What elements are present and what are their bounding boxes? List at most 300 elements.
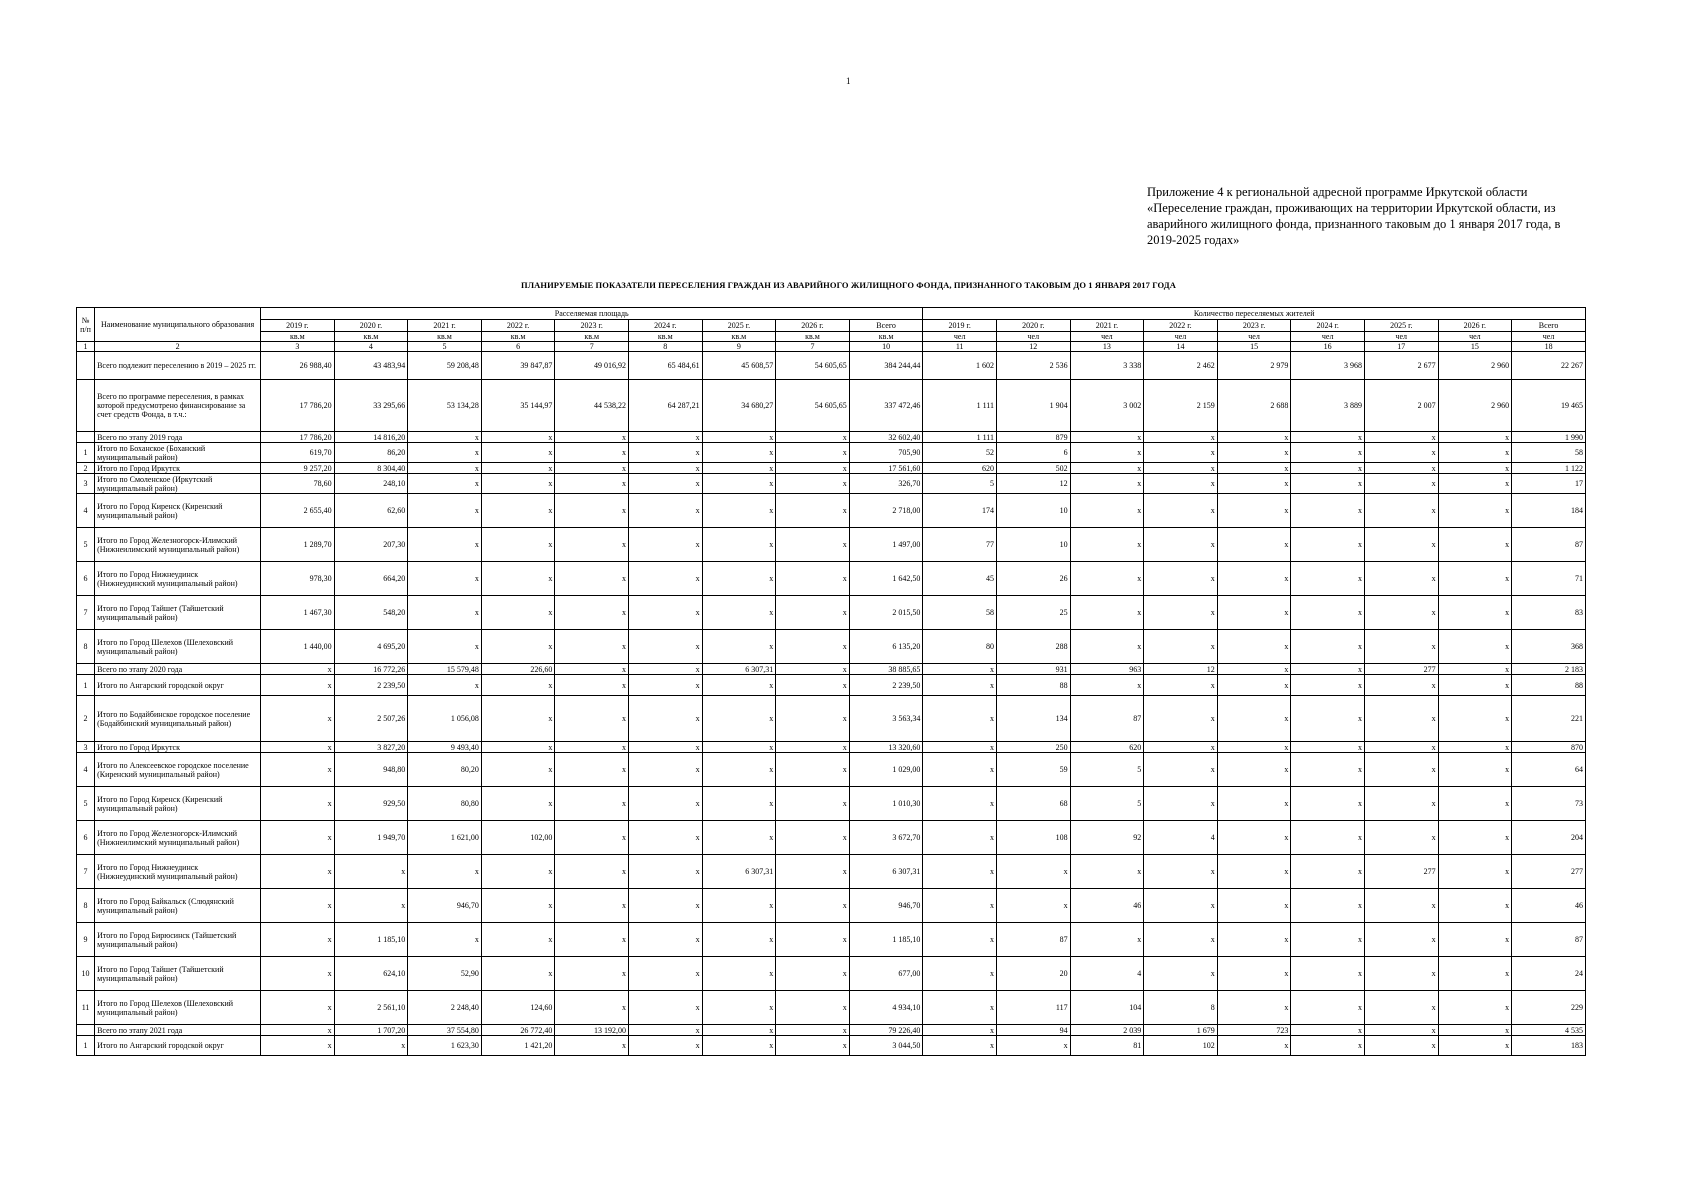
- value-cell: x: [629, 443, 703, 463]
- value-cell: 326,70: [849, 474, 923, 494]
- value-cell: x: [1291, 562, 1365, 596]
- value-cell: 277: [1364, 855, 1438, 889]
- value-cell: x: [629, 432, 703, 443]
- value-cell: x: [702, 821, 776, 855]
- value-cell: x: [923, 889, 997, 923]
- value-cell: x: [1217, 1036, 1291, 1056]
- value-cell: x: [1070, 562, 1144, 596]
- value-cell: x: [1291, 494, 1365, 528]
- value-cell: x: [1291, 664, 1365, 675]
- value-cell: x: [997, 889, 1071, 923]
- column-number: 12: [997, 342, 1071, 352]
- value-cell: x: [1217, 664, 1291, 675]
- year-header: 2020 г.: [334, 320, 408, 332]
- value-cell: 134: [997, 696, 1071, 742]
- value-cell: 71: [1512, 562, 1586, 596]
- value-cell: x: [1144, 432, 1218, 443]
- value-cell: x: [776, 991, 850, 1025]
- value-cell: x: [408, 855, 482, 889]
- value-cell: 15 579,48: [408, 664, 482, 675]
- value-cell: 9 257,20: [261, 463, 335, 474]
- value-cell: x: [1364, 494, 1438, 528]
- value-cell: x: [1291, 432, 1365, 443]
- value-cell: x: [702, 696, 776, 742]
- row-number: [77, 664, 95, 675]
- row-number: 1: [77, 1036, 95, 1056]
- value-cell: x: [555, 696, 629, 742]
- value-cell: x: [1438, 1025, 1512, 1036]
- value-cell: x: [555, 923, 629, 957]
- value-cell: 1 467,30: [261, 596, 335, 630]
- value-cell: 2 677: [1364, 352, 1438, 380]
- table-row: [77, 463, 1586, 474]
- value-cell: 8 304,40: [334, 463, 408, 474]
- value-cell: x: [408, 596, 482, 630]
- value-cell: x: [776, 463, 850, 474]
- value-cell: x: [923, 696, 997, 742]
- value-cell: x: [555, 630, 629, 664]
- column-number: 7: [555, 342, 629, 352]
- value-cell: 16 772,26: [334, 664, 408, 675]
- year-header: 2026 г.: [1438, 320, 1512, 332]
- row-number: 7: [77, 855, 95, 889]
- value-cell: 4 535: [1512, 1025, 1586, 1036]
- value-cell: x: [261, 821, 335, 855]
- value-cell: 92: [1070, 821, 1144, 855]
- value-cell: 88: [997, 675, 1071, 696]
- value-cell: x: [1070, 923, 1144, 957]
- table-row: [77, 664, 1586, 675]
- value-cell: x: [629, 753, 703, 787]
- value-cell: x: [776, 923, 850, 957]
- column-number: 7: [776, 342, 850, 352]
- value-cell: x: [555, 432, 629, 443]
- column-number-row: [77, 342, 1586, 352]
- column-number: 5: [408, 342, 482, 352]
- value-cell: x: [629, 991, 703, 1025]
- value-cell: x: [1364, 630, 1438, 664]
- value-cell: 183: [1512, 1036, 1586, 1056]
- unit-header: чел: [1217, 332, 1291, 342]
- value-cell: 73: [1512, 787, 1586, 821]
- value-cell: x: [629, 562, 703, 596]
- municipality-name: Итого по Ангарский городской округ: [95, 1036, 261, 1056]
- municipality-name: Всего подлежит переселению в 2019 – 2025 гг.: [95, 352, 261, 380]
- table-row: [77, 957, 1586, 991]
- value-cell: x: [555, 787, 629, 821]
- year-header: 2019 г.: [923, 320, 997, 332]
- value-cell: x: [481, 957, 555, 991]
- value-cell: x: [1364, 923, 1438, 957]
- row-number: 9: [77, 923, 95, 957]
- value-cell: 1 185,10: [334, 923, 408, 957]
- value-cell: x: [481, 494, 555, 528]
- area-group-header: Расселяемая площадь: [261, 308, 923, 320]
- column-number: 13: [1070, 342, 1144, 352]
- value-cell: x: [1438, 753, 1512, 787]
- value-cell: x: [776, 821, 850, 855]
- value-cell: x: [1217, 957, 1291, 991]
- value-cell: 14 816,20: [334, 432, 408, 443]
- value-cell: x: [1217, 923, 1291, 957]
- value-cell: 25: [997, 596, 1071, 630]
- value-cell: x: [629, 528, 703, 562]
- value-cell: 1 904: [997, 380, 1071, 432]
- row-number: 4: [77, 494, 95, 528]
- table-row: [77, 352, 1586, 380]
- value-cell: 124,60: [481, 991, 555, 1025]
- value-cell: 620: [923, 463, 997, 474]
- value-cell: x: [1217, 630, 1291, 664]
- value-cell: x: [1364, 957, 1438, 991]
- value-cell: x: [776, 787, 850, 821]
- year-header-row: [77, 320, 1586, 332]
- row-number: 1: [77, 675, 95, 696]
- value-cell: 52: [923, 443, 997, 463]
- value-cell: 174: [923, 494, 997, 528]
- value-cell: x: [1438, 494, 1512, 528]
- value-cell: 288: [997, 630, 1071, 664]
- value-cell: 59: [997, 753, 1071, 787]
- value-cell: 1 621,00: [408, 821, 482, 855]
- value-cell: x: [1144, 562, 1218, 596]
- value-cell: 59 208,48: [408, 352, 482, 380]
- value-cell: 948,80: [334, 753, 408, 787]
- annex-note: Приложение 4 к региональной адресной программе Иркутской области «Переселение граждан, проживающих на территории Иркутской области, из аварийного жилищного фонда, признанного таковым до 1 января 2017 года, в 2019-2025 годах»: [1147, 185, 1561, 247]
- row-number: [77, 352, 95, 380]
- value-cell: x: [1364, 787, 1438, 821]
- municipality-name: Итого по Город Киренск (Киренский муниципальный район): [95, 494, 261, 528]
- value-cell: 384 244,44: [849, 352, 923, 380]
- value-cell: x: [702, 432, 776, 443]
- row-number: 3: [77, 474, 95, 494]
- value-cell: x: [702, 1025, 776, 1036]
- year-header: 2024 г.: [1291, 320, 1365, 332]
- value-cell: x: [1438, 787, 1512, 821]
- table-row: [77, 562, 1586, 596]
- value-cell: 229: [1512, 991, 1586, 1025]
- table-row: [77, 742, 1586, 753]
- municipality-name: Итого по Город Киренск (Киренский муниципальный район): [95, 787, 261, 821]
- year-header: 2026 г.: [776, 320, 850, 332]
- value-cell: x: [1291, 463, 1365, 474]
- column-number: 14: [1144, 342, 1218, 352]
- value-cell: 65 484,61: [629, 352, 703, 380]
- value-cell: x: [408, 463, 482, 474]
- value-cell: 80,80: [408, 787, 482, 821]
- value-cell: x: [1291, 1025, 1365, 1036]
- value-cell: 368: [1512, 630, 1586, 664]
- value-cell: 2 688: [1217, 380, 1291, 432]
- value-cell: x: [923, 675, 997, 696]
- value-cell: x: [261, 923, 335, 957]
- value-cell: 13 320,60: [849, 742, 923, 753]
- value-cell: 2 561,10: [334, 991, 408, 1025]
- value-cell: 2 248,40: [408, 991, 482, 1025]
- value-cell: 87: [1070, 696, 1144, 742]
- value-cell: x: [1217, 821, 1291, 855]
- value-cell: x: [702, 957, 776, 991]
- year-header: Всего: [849, 320, 923, 332]
- value-cell: 2 960: [1438, 352, 1512, 380]
- row-number: [77, 432, 95, 443]
- table-row: [77, 443, 1586, 463]
- municipality-name: Итого по Смоленское (Иркутский муниципальный район): [95, 474, 261, 494]
- table-row: [77, 696, 1586, 742]
- value-cell: 1 707,20: [334, 1025, 408, 1036]
- value-cell: x: [1217, 443, 1291, 463]
- value-cell: x: [1438, 432, 1512, 443]
- value-cell: x: [261, 664, 335, 675]
- year-header: 2025 г.: [702, 320, 776, 332]
- value-cell: 677,00: [849, 957, 923, 991]
- value-cell: x: [481, 742, 555, 753]
- year-header: 2023 г.: [1217, 320, 1291, 332]
- value-cell: x: [1070, 432, 1144, 443]
- value-cell: x: [1144, 957, 1218, 991]
- value-cell: x: [408, 432, 482, 443]
- value-cell: x: [1438, 463, 1512, 474]
- value-cell: x: [261, 957, 335, 991]
- value-cell: 54 605,65: [776, 352, 850, 380]
- value-cell: 978,30: [261, 562, 335, 596]
- column-number: 4: [334, 342, 408, 352]
- value-cell: x: [261, 1036, 335, 1056]
- value-cell: x: [776, 528, 850, 562]
- value-cell: 2 239,50: [849, 675, 923, 696]
- value-cell: 80: [923, 630, 997, 664]
- table-row: [77, 596, 1586, 630]
- value-cell: 64 287,21: [629, 380, 703, 432]
- value-cell: x: [1070, 463, 1144, 474]
- value-cell: 79 226,40: [849, 1025, 923, 1036]
- table-row: [77, 494, 1586, 528]
- unit-header: чел: [1291, 332, 1365, 342]
- unit-header: кв.м: [849, 332, 923, 342]
- value-cell: 2 655,40: [261, 494, 335, 528]
- value-cell: x: [555, 528, 629, 562]
- value-cell: x: [1364, 742, 1438, 753]
- value-cell: x: [629, 696, 703, 742]
- year-header: 2025 г.: [1364, 320, 1438, 332]
- value-cell: 52,90: [408, 957, 482, 991]
- value-cell: 53 134,28: [408, 380, 482, 432]
- value-cell: x: [1144, 443, 1218, 463]
- value-cell: x: [1438, 696, 1512, 742]
- value-cell: x: [555, 957, 629, 991]
- value-cell: x: [408, 630, 482, 664]
- value-cell: x: [776, 432, 850, 443]
- value-cell: 1 029,00: [849, 753, 923, 787]
- value-cell: 184: [1512, 494, 1586, 528]
- value-cell: x: [1217, 742, 1291, 753]
- value-cell: 6 307,31: [702, 664, 776, 675]
- value-cell: x: [408, 562, 482, 596]
- value-cell: x: [1438, 991, 1512, 1025]
- value-cell: x: [702, 463, 776, 474]
- value-cell: 2 960: [1438, 380, 1512, 432]
- row-number: 5: [77, 528, 95, 562]
- value-cell: x: [555, 675, 629, 696]
- municipality-name: Итого по Город Нижнеудинск (Нижнеудинский муниципальный район): [95, 562, 261, 596]
- value-cell: 19 465: [1512, 380, 1586, 432]
- value-cell: 2 462: [1144, 352, 1218, 380]
- value-cell: x: [1291, 957, 1365, 991]
- value-cell: x: [629, 463, 703, 474]
- unit-header: чел: [1070, 332, 1144, 342]
- value-cell: 664,20: [334, 562, 408, 596]
- municipality-name: Итого по Город Байкальск (Слюдянский муниципальный район): [95, 889, 261, 923]
- value-cell: 49 016,92: [555, 352, 629, 380]
- value-cell: 1 990: [1512, 432, 1586, 443]
- value-cell: x: [702, 787, 776, 821]
- value-cell: x: [776, 1036, 850, 1056]
- value-cell: 619,70: [261, 443, 335, 463]
- value-cell: 102,00: [481, 821, 555, 855]
- table-row: [77, 821, 1586, 855]
- column-number: 8: [629, 342, 703, 352]
- unit-header: кв.м: [555, 332, 629, 342]
- row-number: 10: [77, 957, 95, 991]
- value-cell: 1 623,30: [408, 1036, 482, 1056]
- value-cell: x: [1217, 528, 1291, 562]
- value-cell: x: [776, 696, 850, 742]
- value-cell: x: [776, 889, 850, 923]
- value-cell: 39 847,87: [481, 352, 555, 380]
- value-cell: x: [776, 957, 850, 991]
- value-cell: x: [555, 991, 629, 1025]
- value-cell: 226,60: [481, 664, 555, 675]
- value-cell: 68: [997, 787, 1071, 821]
- value-cell: 26 988,40: [261, 352, 335, 380]
- municipality-name: Итого по Город Шелехов (Шелеховский муниципальный район): [95, 630, 261, 664]
- row-number: 3: [77, 742, 95, 753]
- column-number: 10: [849, 342, 923, 352]
- value-cell: x: [555, 889, 629, 923]
- value-cell: 1 421,20: [481, 1036, 555, 1056]
- value-cell: 45 608,57: [702, 352, 776, 380]
- value-cell: x: [1291, 991, 1365, 1025]
- value-cell: x: [481, 675, 555, 696]
- value-cell: x: [1364, 1025, 1438, 1036]
- table-row: [77, 855, 1586, 889]
- value-cell: 620: [1070, 742, 1144, 753]
- value-cell: x: [334, 1036, 408, 1056]
- value-cell: x: [1364, 991, 1438, 1025]
- row-number: 1: [77, 443, 95, 463]
- value-cell: x: [1144, 528, 1218, 562]
- value-cell: x: [1438, 855, 1512, 889]
- municipality-name: Всего по этапу 2019 года: [95, 432, 261, 443]
- row-number: 5: [77, 787, 95, 821]
- value-cell: 723: [1217, 1025, 1291, 1036]
- col-name-header: Наименование муниципального образования: [95, 308, 261, 342]
- value-cell: 1 289,70: [261, 528, 335, 562]
- value-cell: x: [1364, 596, 1438, 630]
- value-cell: x: [555, 1036, 629, 1056]
- value-cell: x: [1070, 474, 1144, 494]
- value-cell: x: [261, 889, 335, 923]
- value-cell: x: [555, 753, 629, 787]
- value-cell: x: [1070, 630, 1144, 664]
- value-cell: x: [1144, 474, 1218, 494]
- value-cell: x: [408, 443, 482, 463]
- value-cell: x: [997, 855, 1071, 889]
- value-cell: x: [555, 855, 629, 889]
- value-cell: x: [481, 562, 555, 596]
- value-cell: 929,50: [334, 787, 408, 821]
- value-cell: 83: [1512, 596, 1586, 630]
- table-row: [77, 889, 1586, 923]
- value-cell: x: [481, 432, 555, 443]
- value-cell: x: [1217, 474, 1291, 494]
- value-cell: x: [1070, 443, 1144, 463]
- municipality-name: Всего по этапу 2020 года: [95, 664, 261, 675]
- value-cell: x: [776, 753, 850, 787]
- value-cell: x: [555, 596, 629, 630]
- value-cell: x: [629, 821, 703, 855]
- value-cell: 946,70: [849, 889, 923, 923]
- value-cell: x: [1070, 596, 1144, 630]
- value-cell: x: [1144, 675, 1218, 696]
- value-cell: x: [408, 494, 482, 528]
- value-cell: x: [776, 562, 850, 596]
- value-cell: 946,70: [408, 889, 482, 923]
- value-cell: x: [702, 443, 776, 463]
- year-header: 2021 г.: [408, 320, 482, 332]
- value-cell: 8: [1144, 991, 1218, 1025]
- unit-header: чел: [997, 332, 1071, 342]
- value-cell: x: [261, 696, 335, 742]
- value-cell: x: [1364, 474, 1438, 494]
- table-row: [77, 630, 1586, 664]
- people-group-header: Количество переселяемых жителей: [923, 308, 1586, 320]
- value-cell: x: [1438, 596, 1512, 630]
- value-cell: 78,60: [261, 474, 335, 494]
- value-cell: x: [1291, 474, 1365, 494]
- value-cell: 81: [1070, 1036, 1144, 1056]
- value-cell: x: [1438, 1036, 1512, 1056]
- col-no-header: № п/п: [77, 308, 95, 342]
- value-cell: x: [923, 1036, 997, 1056]
- value-cell: x: [776, 1025, 850, 1036]
- row-number: [77, 380, 95, 432]
- municipality-name: Итого по Город Шелехов (Шелеховский муниципальный район): [95, 991, 261, 1025]
- value-cell: x: [1364, 562, 1438, 596]
- value-cell: x: [481, 443, 555, 463]
- value-cell: x: [1070, 494, 1144, 528]
- value-cell: x: [776, 630, 850, 664]
- value-cell: 1 679: [1144, 1025, 1218, 1036]
- value-cell: 337 472,46: [849, 380, 923, 432]
- value-cell: x: [629, 630, 703, 664]
- value-cell: x: [555, 821, 629, 855]
- value-cell: 37 554,80: [408, 1025, 482, 1036]
- resettlement-table: [76, 307, 1586, 1056]
- value-cell: 221: [1512, 696, 1586, 742]
- value-cell: x: [481, 696, 555, 742]
- value-cell: 20: [997, 957, 1071, 991]
- value-cell: 6 307,31: [702, 855, 776, 889]
- value-cell: x: [702, 630, 776, 664]
- value-cell: 32 602,40: [849, 432, 923, 443]
- year-header: 2019 г.: [261, 320, 335, 332]
- value-cell: 1 602: [923, 352, 997, 380]
- value-cell: 2 007: [1364, 380, 1438, 432]
- value-cell: x: [923, 753, 997, 787]
- value-cell: 54 605,65: [776, 380, 850, 432]
- municipality-name: Итого по Ангарский городской округ: [95, 675, 261, 696]
